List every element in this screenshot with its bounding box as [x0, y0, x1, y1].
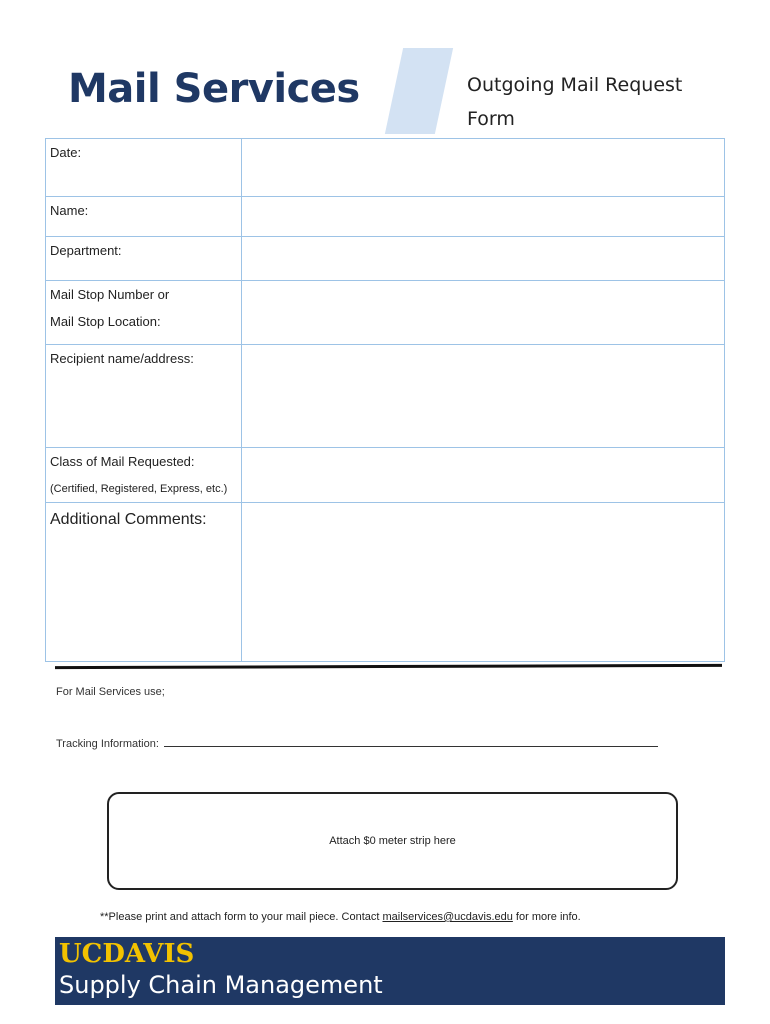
section-divider	[55, 664, 722, 669]
contact-email-link[interactable]: mailservices@ucdavis.edu	[382, 911, 513, 923]
request-form-table	[45, 138, 725, 662]
class-field[interactable]	[242, 448, 724, 471]
meter-strip-box	[107, 792, 678, 890]
name-field-cell	[242, 197, 725, 237]
comments-field[interactable]	[242, 503, 724, 541]
department-row	[46, 237, 725, 281]
recipient-row	[46, 345, 725, 448]
form-title: Outgoing Mail Request Form	[467, 74, 683, 130]
office-use-heading: For Mail Services use;	[56, 686, 165, 698]
tracking-label: Tracking Information:	[56, 738, 159, 750]
footer-banner	[55, 937, 725, 1005]
mail-stop-label-line2: Mail Stop Location:	[50, 314, 161, 329]
tracking-blank[interactable]	[164, 738, 658, 747]
mail-stop-row	[46, 281, 725, 345]
meter-strip-label: Attach $0 meter strip here	[329, 835, 456, 847]
class-hint: (Certified, Registered, Express, etc.)	[50, 483, 228, 495]
name-field[interactable]	[242, 197, 724, 220]
ucdavis-logo: UCDAVIS	[59, 939, 195, 969]
mail-services-title: Mail Services	[68, 66, 360, 112]
recipient-label: Recipient name/address:	[46, 345, 242, 448]
note-prefix: **Please print and attach form to your mail piece. Contact	[100, 911, 383, 923]
recipient-field-cell	[242, 345, 725, 448]
instruction-note	[100, 911, 581, 923]
comments-field-cell	[242, 503, 725, 662]
class-field-cell	[242, 448, 725, 503]
department-name: Supply Chain Management	[59, 971, 383, 999]
note-suffix: for more info.	[512, 911, 581, 923]
date-row	[46, 139, 725, 197]
class-label-text: Class of Mail Requested:	[50, 454, 195, 469]
mail-stop-label	[46, 281, 242, 345]
decorative-slash	[385, 48, 453, 134]
tracking-line	[56, 738, 658, 750]
department-field[interactable]	[242, 237, 724, 260]
recipient-field[interactable]	[242, 345, 724, 383]
mail-stop-field-cell	[242, 281, 725, 345]
department-label: Department:	[46, 237, 242, 281]
class-row	[46, 448, 725, 503]
name-row	[46, 197, 725, 237]
class-label	[46, 448, 242, 503]
name-label: Name:	[46, 197, 242, 237]
date-label: Date:	[46, 139, 242, 197]
mail-stop-label-line1: Mail Stop Number or	[50, 287, 170, 302]
date-field[interactable]	[242, 139, 724, 162]
department-field-cell	[242, 237, 725, 281]
mail-stop-field[interactable]	[242, 281, 724, 304]
date-field-cell	[242, 139, 725, 197]
comments-label: Additional Comments:	[46, 503, 242, 662]
comments-row	[46, 503, 725, 662]
